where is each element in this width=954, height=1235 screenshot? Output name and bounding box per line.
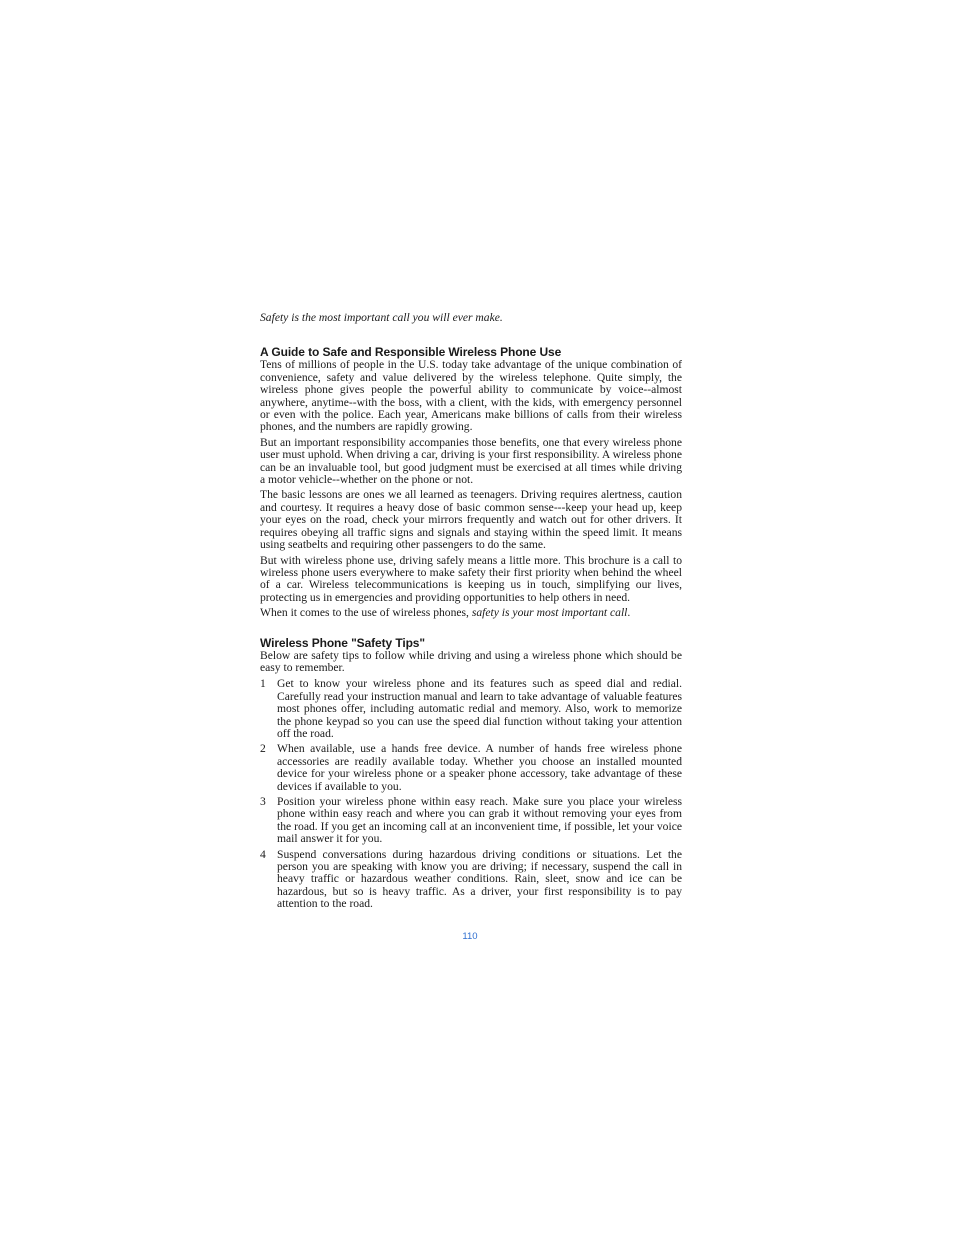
list-item-number: 3 xyxy=(260,795,266,808)
section-heading-guide: A Guide to Safe and Responsible Wireless Phone Use xyxy=(260,345,562,360)
list-item-number: 2 xyxy=(260,742,266,756)
list-item xyxy=(260,796,682,846)
list-item xyxy=(260,678,682,740)
paragraph: But with wireless phone use, driving safely means a little more. This brochure is a call to wireless phone users everywhere to make safety their first priority when behind the wheel of a car. Wireless telecommunications is keeping us in touch, simplifying our lives, protecting us in emergencies and providing opportunities to help others in need. xyxy=(260,553,682,604)
closing-prefix: When it comes to the use of wireless phones, xyxy=(260,606,472,620)
tagline: Safety is the most important call you will ever make. xyxy=(260,311,503,324)
closing-paragraph xyxy=(260,607,682,619)
list-item xyxy=(260,743,682,793)
closing-suffix: . xyxy=(627,606,631,620)
list-item-number: 4 xyxy=(260,847,266,861)
page-number: 110 xyxy=(462,931,478,942)
section-heading-safety-tips: Wireless Phone "Safety Tips" xyxy=(260,635,425,650)
document-body xyxy=(260,312,682,914)
paragraph: But an important responsibility accompanies those benefits, one that every wireless phone user must uphold. When driving a car, driving is your first responsibility. A wireless phone can be an invaluable tool, but good judgment must be exercised at all times while driving a motor vehicle--whether on the phone or not. xyxy=(260,435,682,487)
safety-tips-list xyxy=(260,678,682,910)
paragraph: The basic lessons are ones we all learned as teenagers. Driving requires alertness, caution and courtesy. It requires a heavy dose of basic common sense---keep your head up, keep your eyes on the road, check your mirrors frequently and watch out for other drivers. It requires obeying all traffic signs and signals and staying within the speed limit. It means using seatbelts and requiring other passengers to do the same. xyxy=(260,488,682,552)
list-item xyxy=(260,849,682,911)
paragraph: Tens of millions of people in the U.S. today take advantage of the unique combination of convenience, safety and value delivered by the wireless telephone. Quite simply, the wireless phone gives people the powerful ability to communicate by voice--almost anywhere, anytime--with the boss, with a client, with the kids, with emergency personnel or even with the police. Each year, Americans make billions of calls from their wireless phones, and the numbers are rapidly growing. xyxy=(260,358,682,434)
list-item-text: Get to know your wireless phone and its features such as speed dial and redial. Carefully read your instruction manual and learn to take advantage of valuable features most phones offer, including automatic redial and memory. Also, work to memorize the phone keypad so you can use the speed dial function without taking your attention off the road. xyxy=(277,677,682,740)
tips-intro: Below are safety tips to follow while driving and using a wireless phone which should be easy to remember. xyxy=(260,648,682,674)
closing-emphasis: safety is your most important call xyxy=(471,606,628,620)
list-item-number: 1 xyxy=(260,677,266,691)
list-item-text: Position your wireless phone within easy reach. Make sure you place your wireless phone within easy reach and where you can grab it without removing your eyes from the road. If you get an incoming call at an inconvenient time, if possible, let your voice mail answer it for you. xyxy=(277,795,682,846)
list-item-text: Suspend conversations during hazardous driving conditions or situations. Let the person you are speaking with know you are driving; if necessary, suspend the call in heavy traffic or hazardous weather conditions. Rain, sleet, snow and ice can be hazardous, but so is heavy traffic. As a driver, your first responsibility is to pay attention to the road. xyxy=(277,847,682,911)
list-item-text: When available, use a hands free device. A number of hands free wireless phone accessories are readily available today. Whether you choose an installed mounted device for your wireless phone or a speaker phone accessory, take advantage of these devices if available to you. xyxy=(277,742,682,793)
